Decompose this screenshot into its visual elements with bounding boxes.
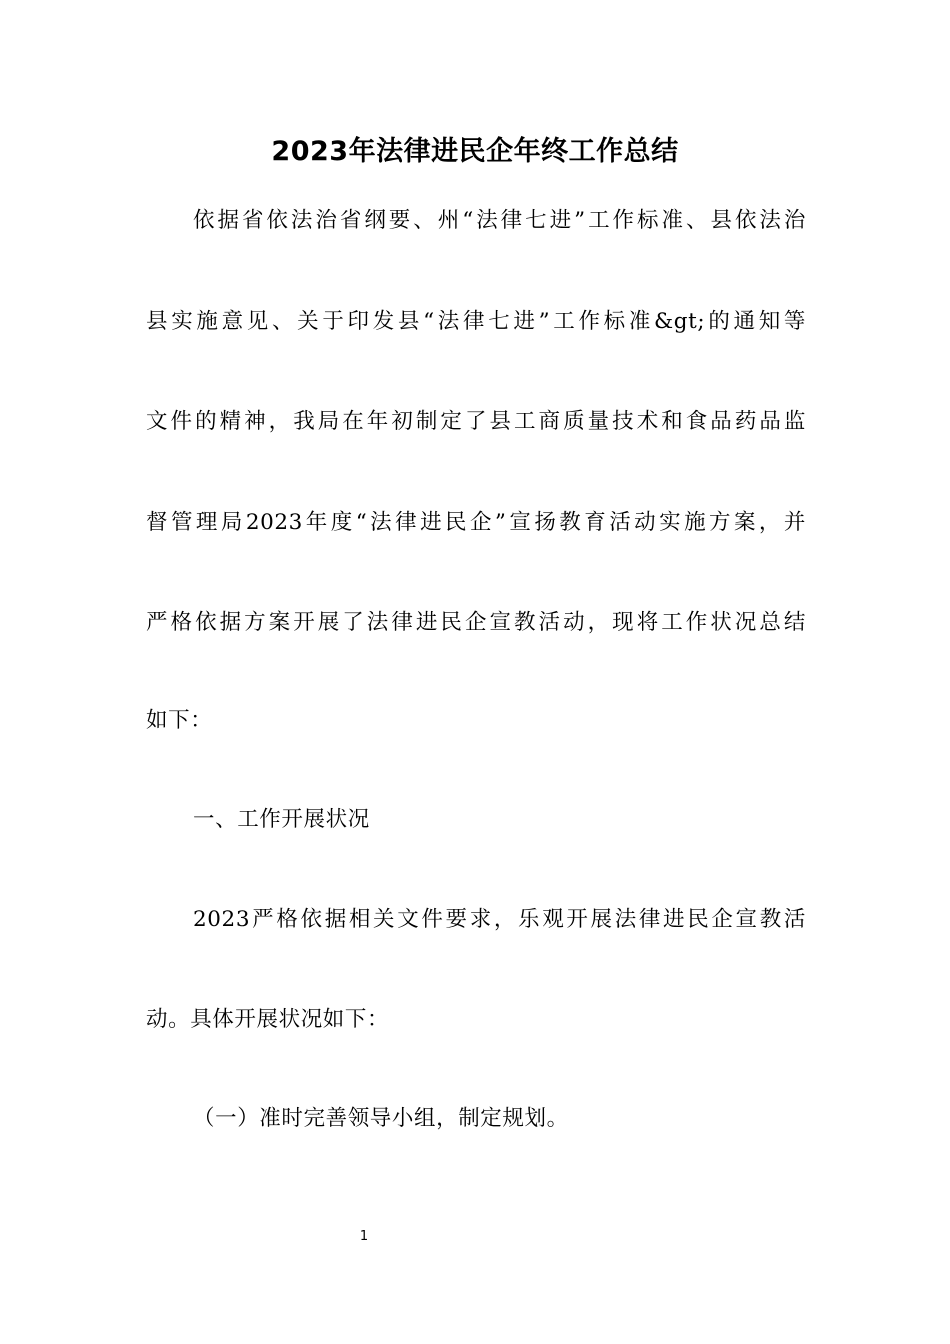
paragraph-line-8: 动。具体开展状况如下： [146, 1007, 390, 1032]
section-heading-1: 一、工作开展状况 [193, 807, 370, 832]
paragraph-line-5: 严格依据方案开展了法律进民企宣教活动，现将工作状况总结 [146, 610, 806, 635]
paragraph-line-7: 2023严格依据相关文件要求，乐观开展法律进民企宣教活 [193, 907, 806, 932]
paragraph-line-6: 如下： [146, 708, 213, 733]
page-number: 1 [359, 1229, 369, 1244]
paragraph-line-4: 督管理局2023年度“法律进民企”宣扬教育活动实施方案，并 [146, 510, 806, 535]
subsection-heading-1: （一）准时完善领导小组，制定规划。 [193, 1106, 569, 1131]
paragraph-line-1: 依据省依法治省纲要、州“法律七进”工作标准、县依法治 [193, 208, 806, 233]
document-title: 2023年法律进民企年终工作总结 [271, 136, 679, 167]
paragraph-line-2: 县实施意见、关于印发县“法律七进”工作标准&gt;的通知等 [146, 309, 806, 334]
paragraph-line-3: 文件的精神，我局在年初制定了县工商质量技术和食品药品监 [146, 409, 806, 434]
